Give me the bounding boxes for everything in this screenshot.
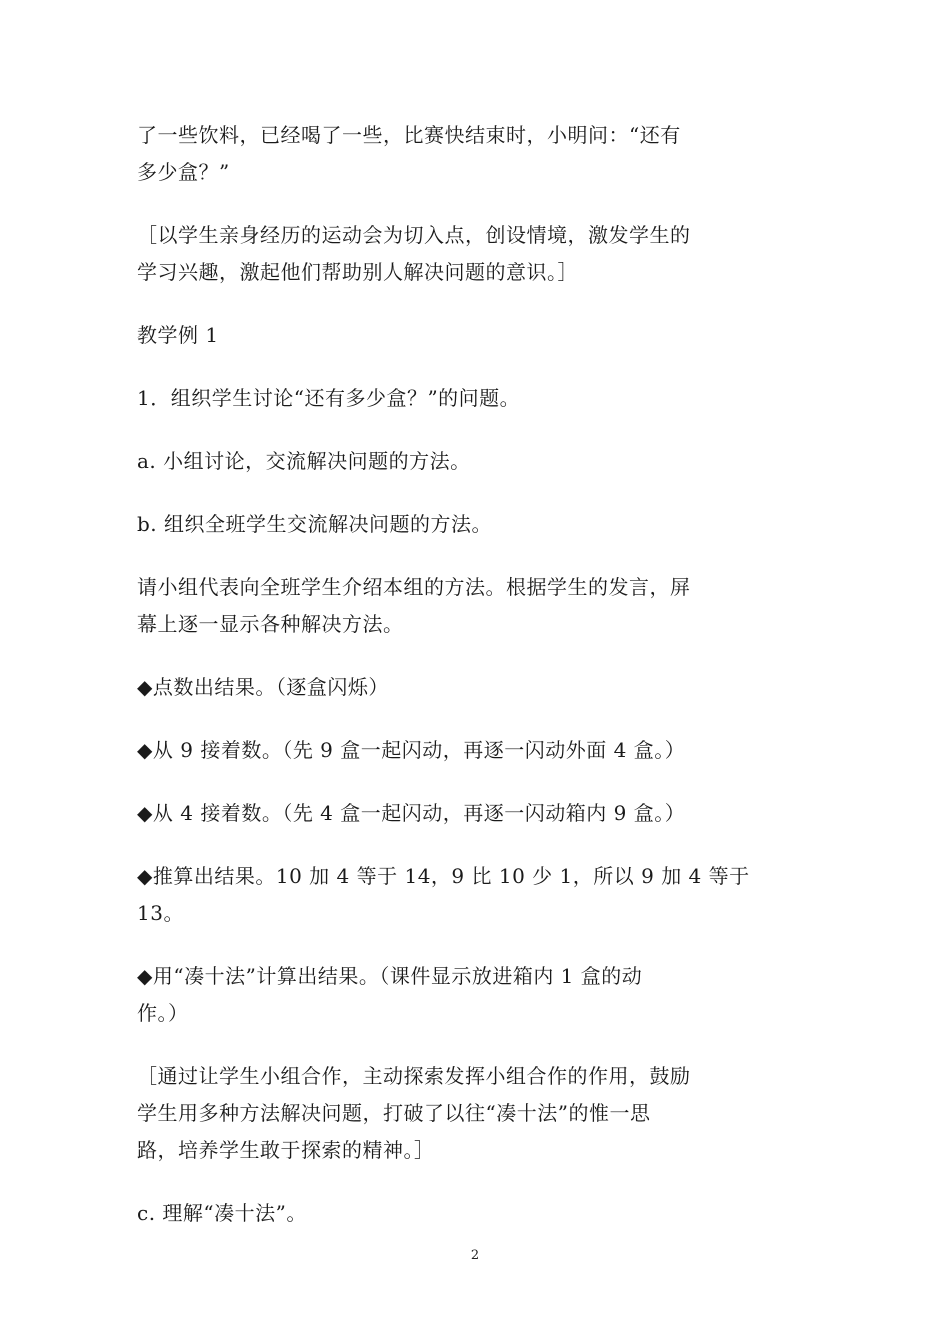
text-line: 教学例 1 [137,323,219,347]
text-line: c. 理解“凑十法”。 [137,1201,307,1225]
text-line: ◆从 9 接着数。（先 9 盒一起闪动，再逐一闪动外面 4 盒。） [137,738,686,762]
text-line: 1．组织学生讨论“还有多少盒？”的问题。 [137,386,521,410]
text-line: ［通过让学生小组合作，主动探索发挥小组合作的作用，鼓励 [137,1064,691,1088]
paragraph-13 [137,1058,737,1169]
text-line: 学习兴趣，激起他们帮助别人解决问题的意识。］ [137,260,578,284]
text-line: 作。） [137,1001,189,1025]
paragraph-14 [137,1195,737,1232]
text-line: 13。 [137,901,184,925]
paragraph-2 [137,217,737,291]
text-line: 路，培养学生敢于探索的精神。］ [137,1138,435,1162]
bullet-item [137,858,750,932]
text-line: 多少盒？” [137,160,230,184]
text-line: ◆推算出结果。10 加 4 等于 14，9 比 10 少 1，所以 9 加 4 等于 [137,864,750,888]
text-line: 学生用多种方法解决问题，打破了以往“凑十法”的惟一思 [137,1101,651,1125]
bullet-item [137,958,737,1032]
text-line: 了一些饮料，已经喝了一些，比赛快结束时，小明问：“还有 [137,123,681,147]
text-line: ◆用“凑十法”计算出结果。（课件显示放进箱内 1 盒的动 [137,964,643,988]
section-heading [137,317,737,354]
text-line: ◆从 4 接着数。（先 4 盒一起闪动，再逐一闪动箱内 9 盒。） [137,801,686,825]
paragraph-1 [137,117,737,191]
bullet-item [137,732,737,769]
text-line: ［以学生亲身经历的运动会为切入点，创设情境，激发学生的 [137,223,691,247]
document-body [137,117,750,1258]
paragraph-5 [137,443,737,480]
bullet-item [137,669,737,706]
bullet-item [137,795,737,832]
text-line: ◆点数出结果。（逐盒闪烁） [137,675,389,699]
text-line: 请小组代表向全班学生介绍本组的方法。根据学生的发言，屏 [137,575,691,599]
text-line: 幕上逐一显示各种解决方法。 [137,612,404,636]
paragraph-7 [137,569,737,643]
page-number: 2 [470,1248,480,1263]
paragraph-6 [137,506,737,543]
text-line: a. 小组讨论，交流解决问题的方法。 [137,449,471,473]
text-line: b. 组织全班学生交流解决问题的方法。 [137,512,493,536]
paragraph-4 [137,380,737,417]
